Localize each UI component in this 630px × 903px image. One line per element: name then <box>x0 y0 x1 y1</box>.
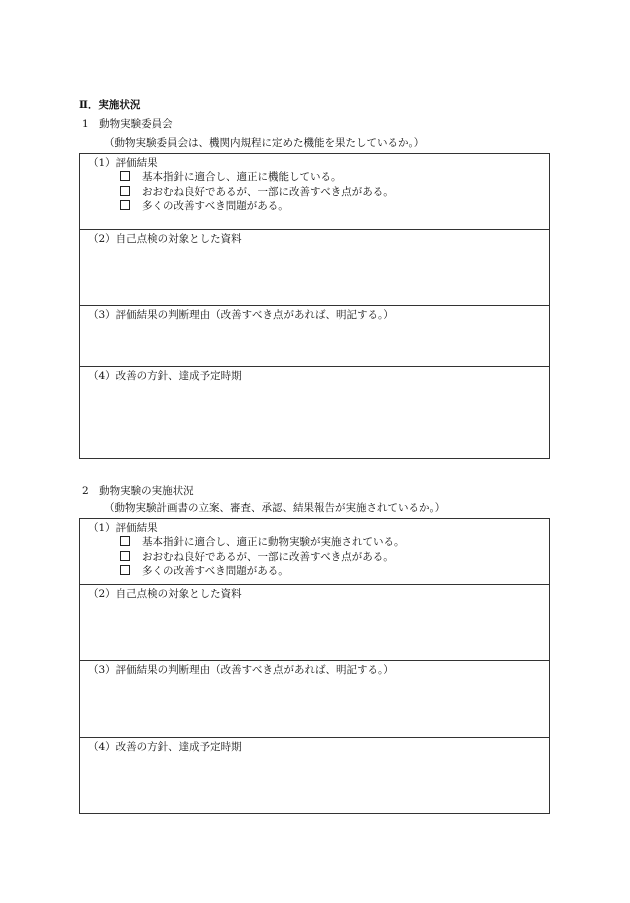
section1-question: （動物実験委員会は、機関内規程に定めた機能を果たしているか。） <box>104 137 425 149</box>
section1-plan-label: （4）改善の方針、達成予定時期 <box>88 370 242 382</box>
section2-option-2-label: おおむね良好であるが、一部に改善すべき点がある。 <box>142 550 394 563</box>
section2-plan-label: （4）改善の方針、達成予定時期 <box>88 741 242 753</box>
section2-plan-cell[interactable] <box>80 738 549 813</box>
checkbox-icon[interactable] <box>120 200 130 210</box>
section1-reason-label: （3）評価結果の判断理由（改善すべき点があれば、明記する。） <box>88 309 394 321</box>
section1-eval-label: （1）評価結果 <box>88 157 158 169</box>
checkbox-icon[interactable] <box>120 536 130 546</box>
section-title: Ⅱ．実施状況 <box>79 99 141 111</box>
section2-option-2[interactable] <box>88 550 549 565</box>
section1-option-2-label: おおむね良好であるが、一部に改善すべき点がある。 <box>142 185 394 198</box>
section1-option-2[interactable] <box>88 185 549 200</box>
section2-option-1[interactable] <box>88 535 549 550</box>
section2-materials-label: （2）自己点検の対象とした資料 <box>88 588 242 600</box>
checkbox-icon[interactable] <box>120 551 130 561</box>
checkbox-icon[interactable] <box>120 171 130 181</box>
section2-eval-cell <box>80 519 549 585</box>
checkbox-icon[interactable] <box>120 186 130 196</box>
section2-reason-label: （3）評価結果の判断理由（改善すべき点があれば、明記する。） <box>88 664 394 676</box>
section2-option-3-label: 多くの改善すべき問題がある。 <box>142 565 289 577</box>
section1-plan-cell[interactable] <box>80 367 549 458</box>
section2-form-table <box>79 518 550 814</box>
section2-materials-cell[interactable] <box>80 585 549 661</box>
section2-question: （動物実験計画書の立案、審査、承認、結果報告が実施されているか。） <box>104 502 446 514</box>
checkbox-icon[interactable] <box>120 565 130 575</box>
section1-materials-cell[interactable] <box>80 230 549 306</box>
section1-option-1[interactable] <box>88 170 549 185</box>
section2-reason-cell[interactable] <box>80 661 549 738</box>
section1-materials-label: （2）自己点検の対象とした資料 <box>88 233 242 245</box>
section2-eval-label: （1）評価結果 <box>88 522 158 534</box>
section1-option-3-label: 多くの改善すべき問題がある。 <box>142 200 289 212</box>
section1-option-3[interactable] <box>88 199 549 214</box>
section2-option-3[interactable] <box>88 564 549 579</box>
section1-form-table <box>79 153 550 459</box>
section1-option-1-label: 基本指針に適合し、適正に機能している。 <box>142 171 342 183</box>
section1-eval-cell <box>80 154 549 230</box>
section2-heading: 2 動物実験の実施状況 <box>82 485 194 497</box>
section1-heading: 1 動物実験委員会 <box>82 118 173 130</box>
section2-option-1-label: 基本指針に適合し、適正に動物実験が実施されている。 <box>142 536 405 548</box>
section1-reason-cell[interactable] <box>80 306 549 367</box>
